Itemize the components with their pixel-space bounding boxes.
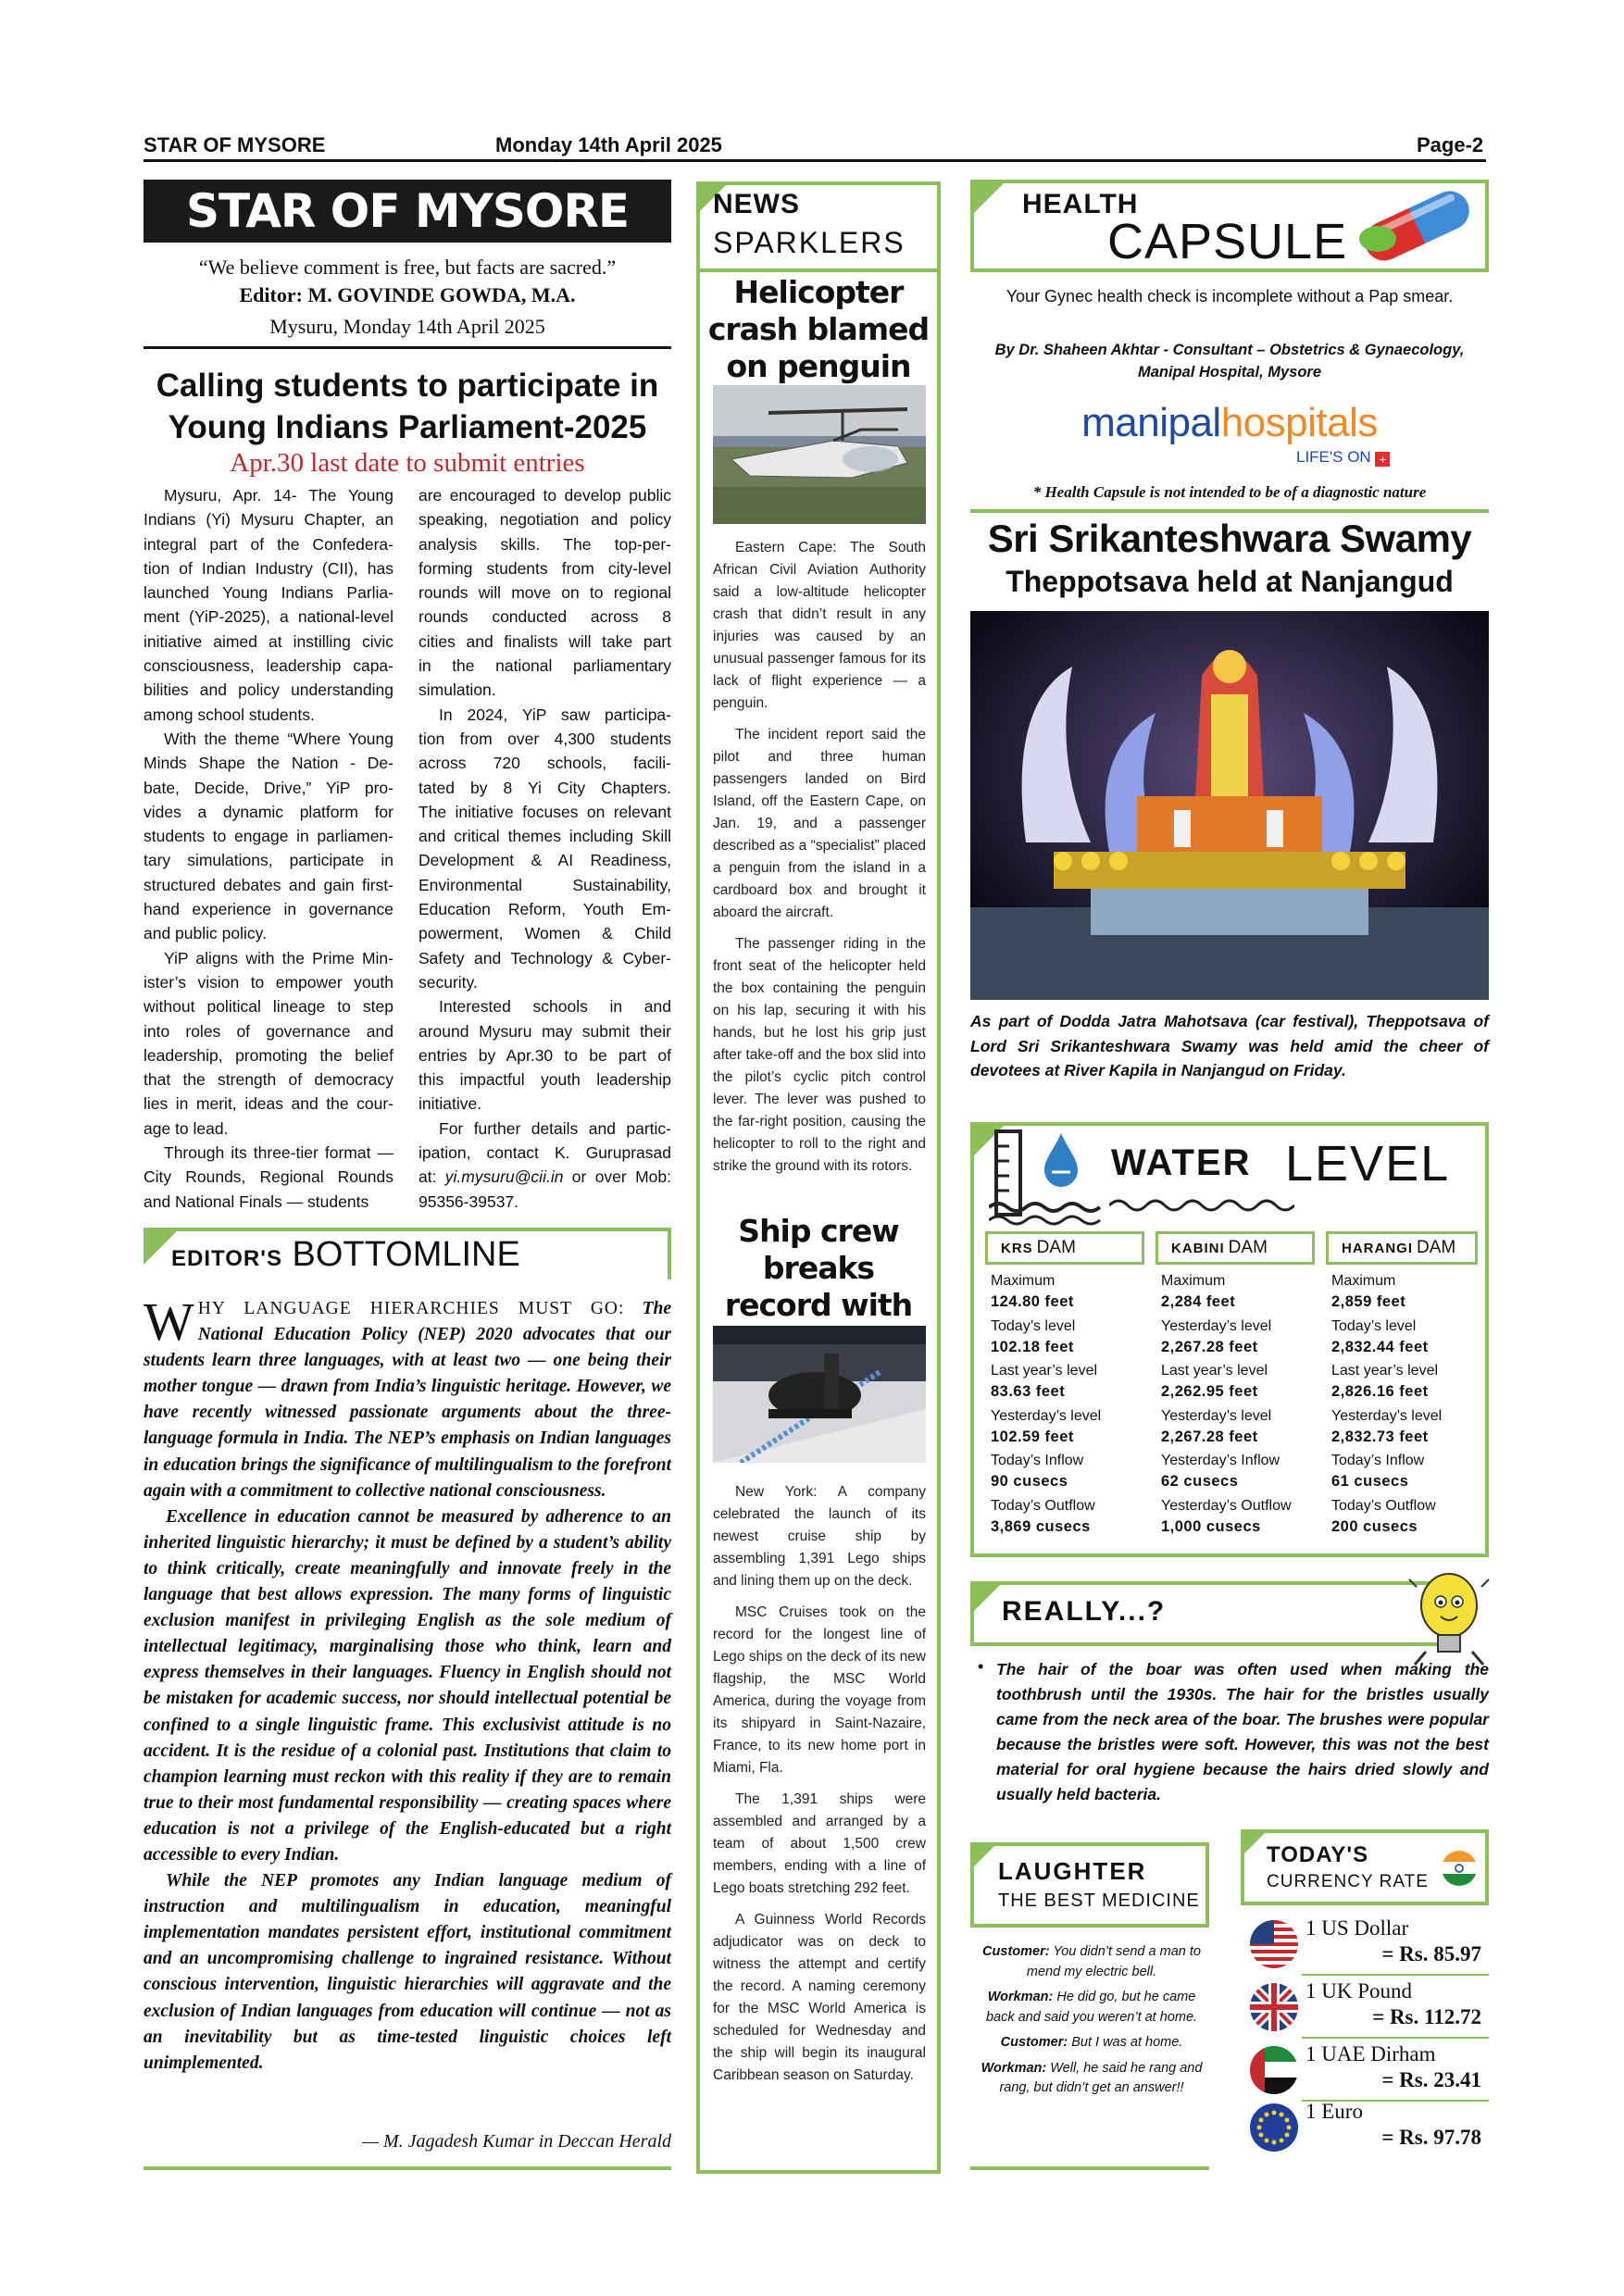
dam-metric-label: Today’s level <box>991 1317 1076 1334</box>
joke-speaker: Customer: <box>982 1944 1050 1959</box>
dam-metric-label: Last year’s level <box>1161 1363 1268 1379</box>
story-line: rounds will move on to regional <box>418 583 671 603</box>
story-line: around Mysuru may submit their <box>418 1021 671 1041</box>
dam-metric-value: 1,000 cusecs <box>1161 1517 1261 1535</box>
header-rule <box>144 159 1486 162</box>
story-line: powerment, Women & Child <box>418 924 671 943</box>
bottomline-paragraph-2: Excellence in education cannot be measured by adherence to an inherited linguistic hierarchy; it must be defined by a student’s ability to think critically, create meaningfully and innovate freely in the language that best allows expression. The many forms of linguistic exclusion manifest in privileging English as the sole medium of intellectual legitimacy, marginalising those who think, learn and express themselves in their languages. Fluency in English should not be mistaken for academic success, nor should intellectual potential be confined to a single linguistic frame. This exclusivist attitude is no accident. It is the residue of a colonial past. Institutions that claim to champion learning must reckon with this reality if they are to remain true to their most fundamental responsibility — creating spaces where education is not a privilege of the English-educated but a right accessible to every Indian. <box>144 1506 671 1865</box>
dam-metric-label: Yesterday’s level <box>1161 1317 1272 1334</box>
dam-name: HARANGI <box>1342 1241 1413 1256</box>
sparkler-1-paragraph: The incident report said the pilot and three human passengers landed on Bird Island, off the Eastern Cape, on Jan. 19, and a passenger described as a “specialist” placed a penguin from the island in a cardboard box and brought it aboard the aircraft. <box>713 727 926 920</box>
story-line: 95356-39537. <box>418 1192 519 1211</box>
story-line: Through its three-tier format — <box>164 1143 394 1163</box>
dam-metric-label: Yesterday’s Outflow <box>1161 1497 1292 1514</box>
story-line: and National Finals — students <box>144 1192 369 1211</box>
story-line: bilities and policy understanding <box>144 680 394 700</box>
story-line: City Rounds, Regional Rounds <box>144 1167 394 1187</box>
dam-metric-value: 3,869 cusecs <box>991 1517 1091 1535</box>
currency-rate: = Rs. 97.78 <box>1381 2126 1481 2149</box>
story-line: forming students from city-level <box>418 558 671 578</box>
india-flag-icon <box>1441 1850 1478 1891</box>
story-subheadline: Apr.30 last date to submit entries <box>230 448 585 478</box>
health-disclaimer: * Health Capsule is not intended to be of a diagnostic nature <box>1032 483 1427 501</box>
story-line: and public policy. <box>144 924 267 943</box>
bottomline-byline: — M. Jagadesh Kumar in Deccan Herald <box>362 2131 671 2152</box>
health-head-capsule: CAPSULE <box>1107 214 1348 269</box>
story-line: that the strength of democracy <box>144 1070 394 1090</box>
sparkler-2-headline-line: Ship crew breaks <box>738 1213 899 1286</box>
plus-icon: + <box>1375 452 1390 467</box>
really-title: REALLY...? <box>1002 1596 1167 1627</box>
story-line: Indians (Yi) Mysuru Chapter, an <box>144 510 394 530</box>
health-byline-line2: Manipal Hospital, Mysore <box>1137 364 1322 381</box>
sparkler-1-paragraph: Eastern Cape: The South African Civil Aviation Authority said a low-altitude helicopter crash that didn’t result in any injuries was caused by an unusual passenger famous for its lack of flight experience — a penguin. <box>713 540 926 711</box>
story-line: hand experience in governance <box>144 900 394 919</box>
dam-metric-label: Today’s Outflow <box>991 1497 1095 1514</box>
health-bottom-rule <box>970 509 1489 513</box>
currency-title: TODAY'S <box>1267 1842 1369 1867</box>
theppotsava-photo <box>970 611 1489 1000</box>
sparklers-head-rule <box>696 268 941 272</box>
joke-text: But I was at home. <box>1068 2035 1183 2050</box>
bottomline-dropcap: W <box>144 1292 194 1352</box>
sparkler-1-body <box>713 537 926 1178</box>
currency-rate: = Rs. 112.72 <box>1372 2005 1481 2028</box>
story-line: tated by 8 Yi City Chapters. <box>418 778 671 797</box>
currency-row <box>1241 2042 1489 2102</box>
joke-text: He did go, but he came back and said you weren’t at home. <box>985 1990 1198 2025</box>
story-line: structured debates and gain first- <box>144 875 394 894</box>
sparkler-2-paragraph: A Guinness World Records adjudicator was on deck to witness the attempt and certify the record. A naming ceremony for the MSC World America is scheduled for Wednesday and the ship will begin its inaugural Caribbean season on Saturday. <box>713 1912 926 2083</box>
dam-metric-value: 2,267.28 feet <box>1161 1338 1258 1355</box>
header-date: Monday 14th April 2025 <box>495 133 722 156</box>
health-byline <box>970 339 1489 383</box>
joke-line <box>974 1942 1209 1982</box>
dam-metric-label: Last year’s level <box>991 1363 1098 1379</box>
dam-suffix: DAM <box>1417 1238 1456 1257</box>
story-line: integral part of the Confedera- <box>144 534 394 554</box>
story-line: simulation. <box>418 680 496 700</box>
dam-metric-value: 62 cusecs <box>1161 1473 1239 1490</box>
story-line: consciousness, leadership capa- <box>144 656 394 676</box>
currency-subtitle: CURRENCY RATE <box>1267 1872 1429 1891</box>
dam-metric-label: Last year’s level <box>1331 1363 1439 1379</box>
manipal-logo-part2: hospitals <box>1220 400 1378 445</box>
capsule-pill-icon <box>1352 183 1481 271</box>
manipal-tagline <box>1296 448 1390 467</box>
contact-email[interactable]: yi.mysuru@cii.in <box>444 1167 564 1187</box>
story-line: Mysuru, Apr. 14- The Young <box>164 486 394 505</box>
health-byline-line1: By Dr. Shaheen Akhtar - Consultant – Obstetrics & Gynaecology, <box>994 342 1465 358</box>
uae-flag-icon <box>1250 2046 1298 2094</box>
manipal-logo-part1: manipal <box>1081 400 1221 445</box>
dam-metric-label: Today’s Inflow <box>991 1453 1084 1468</box>
sparklers-head-sparklers: SPARKLERS <box>713 226 906 259</box>
joke-speaker: Workman: <box>987 1990 1054 2004</box>
manipal-tagline-text: LIFE'S ON <box>1296 448 1371 466</box>
story-line: Education Reform, Youth Em- <box>418 900 671 919</box>
story-column-2 <box>418 483 671 1214</box>
story-line: Minds Shape the Nation - De- <box>144 754 394 773</box>
story-line: vides a dynamic platform for <box>144 802 394 821</box>
bullet-icon: • <box>978 1657 984 1676</box>
currency-row <box>1241 2100 1489 2159</box>
story-line: without political lineage to step <box>144 997 394 1017</box>
joke-speaker: Workman: <box>981 2060 1047 2076</box>
us-flag-icon <box>1250 1920 1298 1968</box>
dam-metric-label: Maximum <box>1161 1273 1226 1289</box>
sparkler-2-headline-line: record with <box>724 1287 913 1323</box>
story-line: Development & AI Readiness, <box>418 851 671 870</box>
story-line: into roles of governance and <box>144 1021 394 1041</box>
currency-row <box>1241 1979 1489 2039</box>
masthead-title: STAR OF MYSORE <box>144 180 671 243</box>
dam-metric-label: Maximum <box>1331 1273 1396 1289</box>
story-line: Interested schools in and <box>439 997 671 1017</box>
story-line: initiative. <box>418 1094 482 1114</box>
story-line: With the theme “Where Young <box>164 729 394 748</box>
dam-header <box>985 1231 1144 1265</box>
dam-metric-value: 102.59 feet <box>991 1428 1074 1445</box>
story-line: students to engage in parliamen- <box>144 827 394 846</box>
story-line: launched Young Indians Parlia- <box>144 583 394 603</box>
joke-text: You didn’t send a man to mend my electric bell. <box>1026 1944 1201 1979</box>
currency-divider <box>1302 1974 1489 1976</box>
currency-rate: = Rs. 23.41 <box>1381 2068 1481 2091</box>
story-line: this impactful youth leadership <box>418 1070 671 1090</box>
header-page-number: Page-2 <box>1417 133 1484 156</box>
story-line: and critical themes including Skill <box>418 827 671 846</box>
uk-flag-icon <box>1250 1983 1298 2031</box>
bottomline-title-rest: BOTTOMLINE <box>281 1235 520 1274</box>
dam-suffix: DAM <box>1036 1238 1076 1257</box>
water-gauge-icon <box>989 1128 1109 1234</box>
story-line: Environmental Sustainability, <box>418 875 671 894</box>
dam-metric-value: 2,859 feet <box>1331 1293 1406 1310</box>
story-line: ister’s vision to empower youth <box>144 972 394 992</box>
sparkler-1-headline-line: crash blamed <box>707 311 930 347</box>
sparkler-2-paragraph: New York: A company celebrated the launch of its newest cruise ship by assembling 1,391 Lego ships and lining them up on the deck. <box>713 1484 926 1589</box>
dam-metric-value: 90 cusecs <box>991 1473 1068 1490</box>
dam-metric-value: 61 cusecs <box>1331 1473 1409 1490</box>
story-line: YiP aligns with the Prime Min- <box>164 948 394 967</box>
dam-suffix: DAM <box>1228 1238 1268 1257</box>
sparkler-2-paragraph: MSC Cruises took on the record for the longest line of Lego ships on the deck of its new flagship, the MSC World America, during the voyage from its shipyard in Saint-Nazaire, France, to its new home port in Miami, Fla. <box>713 1604 926 1776</box>
masthead-editor: Editor: M. GOVINDE GOWDA, M.A. <box>239 283 576 306</box>
story-line: age to lead. <box>144 1118 229 1138</box>
eu-flag-icon <box>1250 2103 1298 2152</box>
story-headline <box>144 365 671 448</box>
sparklers-head-news: NEWS <box>713 189 800 219</box>
dam-header <box>1326 1231 1478 1265</box>
masthead-dateline: Mysuru, Monday 14th April 2025 <box>269 315 545 338</box>
story-line: are encouraged to develop public <box>418 486 671 505</box>
story-line: The initiative focuses on relevant <box>418 802 671 821</box>
story-line: ipation, contact K. Guruprasad <box>418 1143 671 1163</box>
bottomline-lead-caps: HY LANGUAGE HIERARCHIES MUST GO: <box>197 1299 625 1318</box>
bottomline-paragraph-1: The National Education Policy (NEP) 2020 advocates that our students learn three languages, with at least two — one being their mother tongue — drawn from India’s linguistic heritage. However, we have recently witnessed passionate arguments about the three-language formula in India. The NEP’s emphasis on Indian languages in education brings the significance of multilingualism to the forefront again with a commitment to collective national consciousness. <box>144 1299 671 1501</box>
story-headline-line2: Young Indians Parliament-2025 <box>168 409 647 445</box>
bottomline-paragraph-3: While the NEP promotes any Indian language medium of instruction and multilingualism in education, meaningful implementation mandates persistent effort, institutional commitment and an uncompromising challenge to ingrained resistance. Without conscious intervention, linguistic hierarchies will aggravate and the exclusion of Indian languages from education will continue — not as an inevitability but as time-tested linguistic choices left unimplemented. <box>144 1871 671 2073</box>
dam-metric-label: Yesterday’s Inflow <box>1161 1453 1280 1468</box>
water-level-title-bold: WATER <box>1111 1142 1252 1183</box>
masthead-quote: “We believe comment is free, but facts are sacred.” <box>198 256 617 279</box>
dam-metric-value: 2,832.73 feet <box>1331 1428 1429 1445</box>
dam-name: KABINI <box>1171 1241 1225 1256</box>
story-line: ment (YiP-2025), a national-level <box>144 607 394 627</box>
joke-speaker: Customer: <box>1000 2035 1068 2050</box>
water-level-title-light: LEVEL <box>1285 1136 1451 1192</box>
currency-name: 1 US Dollar <box>1305 1916 1409 1940</box>
dam-metric-value: 2,262.95 feet <box>1161 1383 1258 1400</box>
currency-divider <box>1302 2037 1489 2039</box>
story-line: leadership, promoting the belief <box>144 1045 394 1065</box>
currency-name: 1 UAE Dirham <box>1305 2042 1436 2065</box>
story-line: tary simulations, participate in <box>144 851 394 870</box>
story-line: In 2024, YiP saw participa- <box>439 705 671 724</box>
sparkler-1-headline-line: Helicopter <box>733 274 904 310</box>
story-line: bate, Decide, Drive,” YiP pro- <box>144 778 394 797</box>
story-line: tion from over 4,300 students <box>418 729 671 748</box>
sparkler-1-headline <box>696 274 941 385</box>
dam-metric-label: Today’s Outflow <box>1331 1497 1436 1514</box>
story-line: cities and finalists will take part <box>418 631 671 651</box>
story-line: across 720 schools, facili- <box>418 754 671 773</box>
laughter-subtitle: THE BEST MEDICINE <box>998 1890 1200 1911</box>
temple-headline-2: Theppotsava held at Nanjangud <box>1006 565 1454 598</box>
manipal-logo <box>970 400 1489 446</box>
sparkler-1-paragraph: The passenger riding in the front seat of the helicopter held the box containing the penguin on his lap, securing it with his hands, but he lost his grip just after take-off and the box slid into the pilot’s cyclic pitch control lever. The lever was pushed to the far-right position, causing the helicopter to roll to the right and strike the ground with its rotors. <box>713 936 926 1174</box>
story-line: initiative aimed at instilling civic <box>144 631 394 651</box>
joke-line <box>974 1988 1209 2028</box>
helicopter-photo <box>713 385 926 524</box>
story-line: security. <box>418 972 478 992</box>
dam-metric-label: Yesterday’s level <box>991 1407 1102 1424</box>
dam-metric-value: 2,267.28 feet <box>1161 1428 1258 1445</box>
story-line: analysis skills. The top-per- <box>418 534 671 554</box>
story-line: lies in merit, ideas and the cour- <box>144 1094 394 1114</box>
laughter-joke <box>974 1942 1209 2099</box>
story-line: in the national parliamentary <box>418 656 671 676</box>
story-line: among school students. <box>144 705 315 724</box>
sparkler-2-body <box>713 1481 926 2087</box>
story-line: rounds conducted across 8 <box>418 607 671 627</box>
health-head-health: HEALTH <box>1022 189 1139 219</box>
health-question: Your Gynec health check is incomplete without a Pap smear. <box>1006 287 1454 306</box>
header-paper-name: STAR OF MYSORE <box>144 133 326 156</box>
story-line: For further details and partic- <box>439 1118 671 1138</box>
bottomline-title <box>171 1235 520 1275</box>
lego-boats-photo <box>713 1326 926 1463</box>
dam-metric-value: 124.80 feet <box>991 1293 1074 1310</box>
temple-caption: As part of Dodda Jatra Mahotsava (car festival), Theppotsava of Lord Sri Srikanteshwara Swamy was held amid the cheer of devotees at River Kapila in Nanjangud on Friday. <box>970 1012 1489 1079</box>
story-line: entries by Apr.30 to be part of <box>418 1045 671 1065</box>
dam-metric-value: 2,832.44 feet <box>1331 1338 1429 1355</box>
dam-metric-value: 102.18 feet <box>991 1338 1074 1355</box>
temple-headline-1: Sri Srikanteshwara Swamy <box>987 517 1472 560</box>
currency-name: 1 UK Pound <box>1305 1979 1413 2003</box>
joke-line <box>974 2033 1209 2053</box>
laughter-bottom-rule <box>970 2166 1209 2170</box>
bottomline-body <box>144 1292 671 2077</box>
sparkler-1-headline-line: on penguin <box>726 348 911 384</box>
laughter-title: LAUGHTER <box>998 1857 1147 1885</box>
story-line: tion of Indian Industry (CII), has <box>144 558 394 578</box>
dam-name: KRS <box>1001 1241 1033 1256</box>
dam-metric-value: 2,826.16 feet <box>1331 1383 1429 1400</box>
story-line: at: yi.mysuru@cii.in or over Mob: <box>418 1167 671 1187</box>
dam-header <box>1156 1231 1315 1265</box>
bottomline-title-bold: EDITOR'S <box>171 1246 282 1271</box>
joke-text: Well, he said he rang and rang, but didn’t get an answer!! <box>999 2060 1203 2095</box>
dam-metric-label: Yesterday’s level <box>1161 1407 1272 1424</box>
story-line: Safety and Technology & Cyber- <box>418 948 671 967</box>
dam-metric-value: 2,284 feet <box>1161 1293 1236 1310</box>
dam-metric-value: 83.63 feet <box>991 1383 1066 1400</box>
story-column-1 <box>144 483 394 1214</box>
bottomline-bottom-rule <box>144 2166 671 2170</box>
sparkler-2-paragraph: The 1,391 ships were assembled and arranged by a team of about 1,500 crew members, ending with a line of Lego boats stretching 292 feet. <box>713 1791 926 1896</box>
joke-line <box>974 2059 1209 2099</box>
water-wave-icon <box>1109 1194 1294 1217</box>
dam-metric-label: Yesterday’s level <box>1331 1407 1443 1424</box>
currency-row <box>1241 1916 1489 1976</box>
masthead-rule <box>144 346 671 349</box>
dam-metric-value: 200 cusecs <box>1331 1517 1418 1535</box>
story-line: speaking, negotiation and policy <box>418 510 671 530</box>
dam-metric-label: Maximum <box>991 1273 1056 1289</box>
currency-name: 1 Euro <box>1305 2100 1363 2123</box>
really-fact: The hair of the boar was often used when making the toothbrush until the 1930s. The hair for the bristles usually came from the neck area of the boar. The brushes were popular because the bristles were soft. However, this was not the best material for oral hygiene because the hairs dried slowly and usually held bacteria. <box>996 1660 1489 1803</box>
story-headline-line1: Calling students to participate in <box>156 368 659 404</box>
dam-metric-label: Today’s Inflow <box>1331 1453 1425 1468</box>
currency-rate: = Rs. 85.97 <box>1381 1942 1481 1965</box>
dam-metric-label: Today’s level <box>1331 1317 1417 1334</box>
